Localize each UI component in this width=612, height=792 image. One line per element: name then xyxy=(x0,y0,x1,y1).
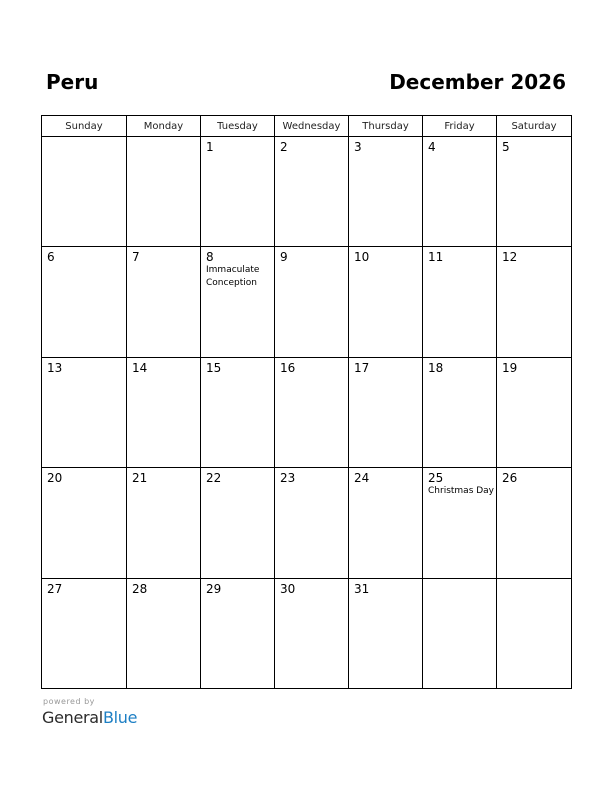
week-row xyxy=(42,578,572,688)
day-number: 27 xyxy=(47,581,63,596)
day-cell xyxy=(275,357,349,467)
day-cell xyxy=(349,578,423,688)
month-year-title: December 2026 xyxy=(389,70,566,94)
day-number: 21 xyxy=(132,471,148,486)
day-number: 30 xyxy=(280,581,296,596)
day-cell xyxy=(127,357,201,467)
day-cell xyxy=(201,137,275,247)
day-number: 13 xyxy=(47,360,63,375)
day-cell xyxy=(349,357,423,467)
day-cell xyxy=(423,578,497,688)
day-cell xyxy=(127,468,201,578)
day-number: 31 xyxy=(354,581,370,596)
day-number: 23 xyxy=(280,471,296,486)
week-row xyxy=(42,137,572,247)
brand-general-text: General xyxy=(42,708,103,727)
day-number: 16 xyxy=(280,360,296,375)
weekday-tuesday: Tuesday xyxy=(201,116,275,137)
holiday-label: Immaculate Conception xyxy=(206,265,260,289)
day-cell xyxy=(127,137,201,247)
weekday-header-row xyxy=(42,116,572,137)
day-cell xyxy=(127,578,201,688)
day-cell xyxy=(42,468,127,578)
day-number: 26 xyxy=(502,471,518,486)
day-number: 14 xyxy=(132,360,148,375)
day-cell xyxy=(42,137,127,247)
day-cell xyxy=(349,247,423,357)
day-number xyxy=(423,579,496,582)
brand-blue-text: Blue xyxy=(102,708,138,727)
day-cell xyxy=(275,247,349,357)
day-number: 4 xyxy=(428,140,436,154)
day-number: 5 xyxy=(502,140,510,154)
day-number xyxy=(127,137,200,140)
powered-by-label: powered by xyxy=(43,697,95,706)
day-number: 25 xyxy=(428,471,444,486)
day-cell xyxy=(201,357,275,467)
day-number: 8 xyxy=(206,250,214,265)
day-number: 28 xyxy=(132,581,148,596)
holiday-label: Christmas Day xyxy=(428,486,495,497)
day-number: 9 xyxy=(280,250,288,265)
day-cell xyxy=(201,247,275,357)
day-cell xyxy=(201,578,275,688)
day-cell xyxy=(42,357,127,467)
weekday-monday: Monday xyxy=(127,116,201,137)
day-cell xyxy=(349,137,423,247)
day-cell xyxy=(42,247,127,357)
day-number: 24 xyxy=(354,471,370,486)
weekday-friday: Friday xyxy=(423,116,497,137)
day-cell xyxy=(497,578,572,688)
day-cell xyxy=(423,468,497,578)
day-number xyxy=(497,579,571,582)
day-cell xyxy=(42,578,127,688)
day-cell xyxy=(497,357,572,467)
day-cell xyxy=(497,247,572,357)
day-number: 3 xyxy=(354,140,362,154)
day-cell xyxy=(497,468,572,578)
day-number: 15 xyxy=(206,360,222,375)
week-row xyxy=(42,468,572,578)
day-cell xyxy=(275,137,349,247)
day-number: 18 xyxy=(428,360,444,375)
day-cell xyxy=(497,137,572,247)
day-number: 7 xyxy=(132,250,140,265)
weekday-saturday: Saturday xyxy=(497,116,572,137)
day-number: 11 xyxy=(428,250,444,265)
weekday-sunday: Sunday xyxy=(42,116,127,137)
day-cell xyxy=(423,247,497,357)
day-cell xyxy=(275,578,349,688)
day-number: 2 xyxy=(280,140,288,154)
day-cell xyxy=(201,468,275,578)
day-number: 20 xyxy=(47,471,63,486)
day-number: 12 xyxy=(502,250,518,265)
day-number: 17 xyxy=(354,360,370,375)
day-cell xyxy=(423,137,497,247)
day-number: 19 xyxy=(502,360,518,375)
weekday-thursday: Thursday xyxy=(349,116,423,137)
day-cell xyxy=(349,468,423,578)
weekday-wednesday: Wednesday xyxy=(275,116,349,137)
day-cell xyxy=(275,468,349,578)
calendar-grid xyxy=(41,115,572,689)
day-cell xyxy=(127,247,201,357)
day-cell xyxy=(423,357,497,467)
day-number: 10 xyxy=(354,250,370,265)
day-number xyxy=(42,137,126,140)
country-title: Peru xyxy=(46,70,99,94)
day-number: 6 xyxy=(47,250,55,265)
generalblue-logo[interactable] xyxy=(42,708,137,727)
day-number: 29 xyxy=(206,581,222,596)
week-row xyxy=(42,247,572,357)
day-number: 1 xyxy=(206,140,214,154)
week-row xyxy=(42,357,572,467)
day-number: 22 xyxy=(206,471,222,486)
